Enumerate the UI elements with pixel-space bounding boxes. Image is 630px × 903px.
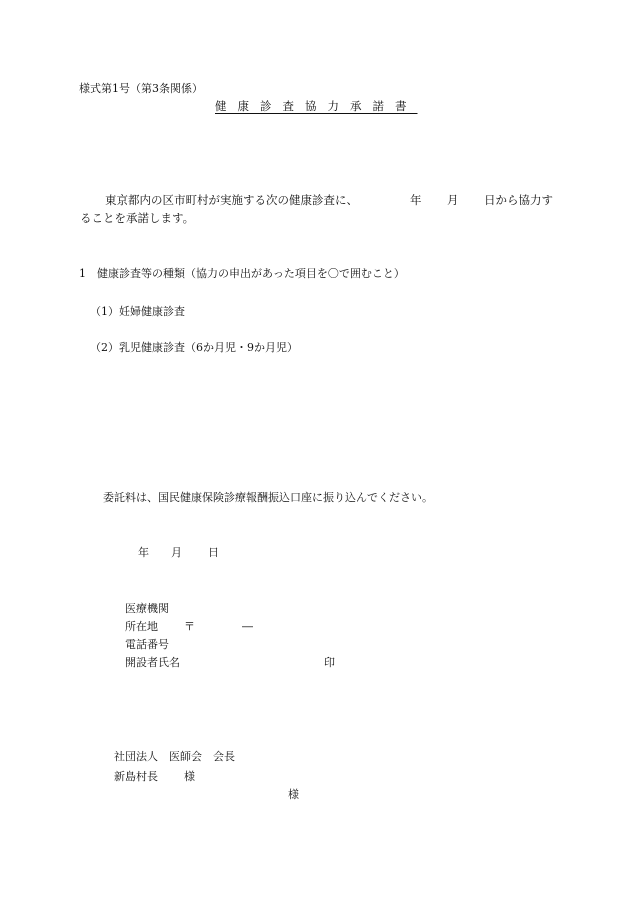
- date-month: 月: [171, 546, 182, 559]
- intro-year: 年: [410, 193, 422, 207]
- address-label: 所在地: [125, 620, 158, 633]
- date-day: 日: [208, 546, 219, 559]
- recipient-line1: 社団法人 医師会 会長: [114, 750, 235, 763]
- document-title: 健康診査協力承諾書: [215, 99, 418, 113]
- postal-dash: ―: [242, 620, 253, 633]
- intro-month: 月: [447, 193, 459, 207]
- recipient-sama-2: 様: [288, 788, 299, 801]
- form-number: 様式第1号（第3条関係）: [79, 82, 203, 95]
- section1-item-2: （2）乳児健康診査（6か月児・9か月児）: [90, 341, 298, 354]
- section1-item-1: （1）妊婦健康診査: [90, 305, 185, 318]
- section1-heading: 1 健康診査等の種類（協力の申出があった項目を〇で囲むこと）: [79, 267, 405, 280]
- payment-note: 委託料は、国民健康保険診療報酬振込口座に振り込んでください。: [103, 491, 433, 504]
- date-year: 年: [138, 546, 149, 559]
- founder-label: 開設者氏名: [125, 656, 180, 669]
- phone-label: 電話番号: [125, 638, 169, 651]
- postal-mark: 〒: [184, 620, 195, 633]
- recipient-line2: 新島村長: [114, 770, 158, 783]
- institution-label: 医療機関: [125, 602, 169, 615]
- recipient-sama-1: 様: [184, 770, 195, 783]
- intro-day-from: 日から協力す: [484, 193, 553, 207]
- intro-text: 東京都内の区市町村が実施する次の健康診査に、: [105, 193, 358, 207]
- intro-line2: ることを承諾します。: [80, 211, 195, 225]
- seal-mark: 印: [324, 656, 335, 669]
